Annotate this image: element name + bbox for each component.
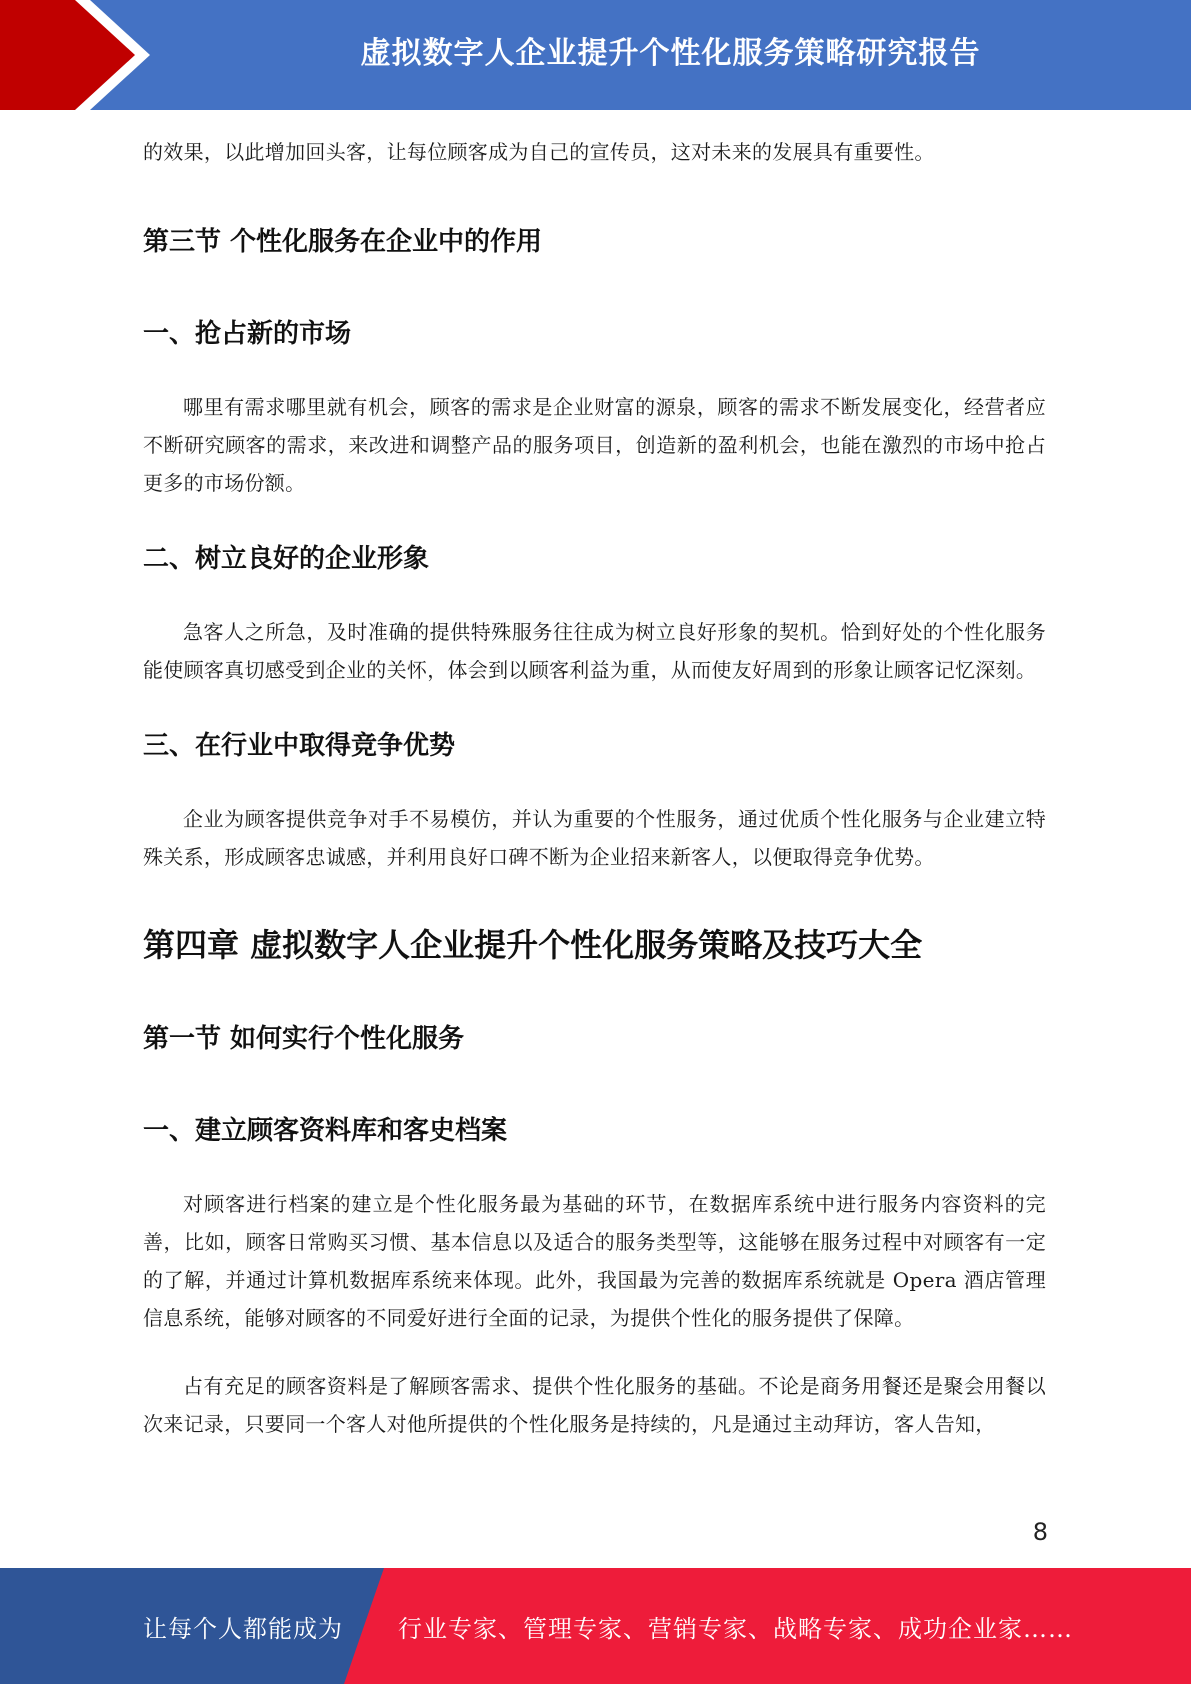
document-body: [143, 133, 1046, 1443]
page-footer: [0, 1568, 1191, 1684]
chapter-4-heading: 第四章 虚拟数字人企业提升个性化服务策略及技巧大全: [143, 926, 923, 964]
subsection-4-paragraph-2: 占有充足的顾客资料是了解顾客需求、提供个性化服务的基础。不论是商务用餐还是聚会用餐以次来记录，只要同一个客人对他所提供的个性化服务是持续的，凡是通过主动拜访，客人告知，: [143, 1374, 1046, 1436]
subsection-1-paragraph: 哪里有需求哪里就有机会，顾客的需求是企业财富的源泉，顾客的需求不断发展变化，经营者应不断研究顾客的需求，来改进和调整产品的服务项目，创造新的盈利机会，也能在激烈的市场中抢占更多的市场份额。: [143, 395, 1046, 495]
section-3-heading: 第三节 个性化服务在企业中的作用: [143, 227, 543, 257]
intro-paragraph: 的效果，以此增加回头客，让每位顾客成为自己的宣传员，这对未来的发展具有重要性。: [143, 140, 935, 164]
section-1-heading: 第一节 如何实行个性化服务: [143, 1024, 465, 1054]
footer-slogan-left: 让每个人都能成为: [143, 1614, 343, 1643]
subsection-1-heading: 一、抢占新的市场: [143, 319, 352, 349]
header-title: 虚拟数字人企业提升个性化服务策略研究报告: [360, 36, 981, 71]
subsection-4-paragraph-1: 对顾客进行档案的建立是个性化服务最为基础的环节，在数据库系统中进行服务内容资料的完善，比如，顾客日常购买习惯、基本信息以及适合的服务类型等，这能够在服务过程中对顾客有一定的了解，并通过计算机数据库系统来体现。此外，我国最为完善的数据库系统就是 Opera 酒店管理信息系统，能够对顾客的不同爱好进行全面的记录，为提供个性化的服务提供了保障。: [143, 1192, 1046, 1330]
subsection-3-paragraph: 企业为顾客提供竞争对手不易模仿，并认为重要的个性服务，通过优质个性化服务与企业建立特殊关系，形成顾客忠诚感，并利用良好口碑不断为企业招来新客人，以便取得竞争优势。: [143, 807, 1046, 869]
subsection-2-paragraph: 急客人之所急，及时准确的提供特殊服务往往成为树立良好形象的契机。恰到好处的个性化服务能使顾客真切感受到企业的关怀，体会到以顾客利益为重，从而使友好周到的形象让顾客记忆深刻。: [143, 620, 1046, 682]
subsection-3-heading: 三、在行业中取得竞争优势: [143, 731, 456, 761]
subsection-2-heading: 二、树立良好的企业形象: [143, 544, 430, 574]
footer-slogan-right: 行业专家、管理专家、营销专家、战略专家、成功企业家……: [398, 1614, 1073, 1643]
page-header: [0, 0, 1191, 110]
subsection-4-heading: 一、建立顾客资料库和客史档案: [143, 1116, 508, 1146]
page-number: 8: [1032, 1518, 1048, 1546]
